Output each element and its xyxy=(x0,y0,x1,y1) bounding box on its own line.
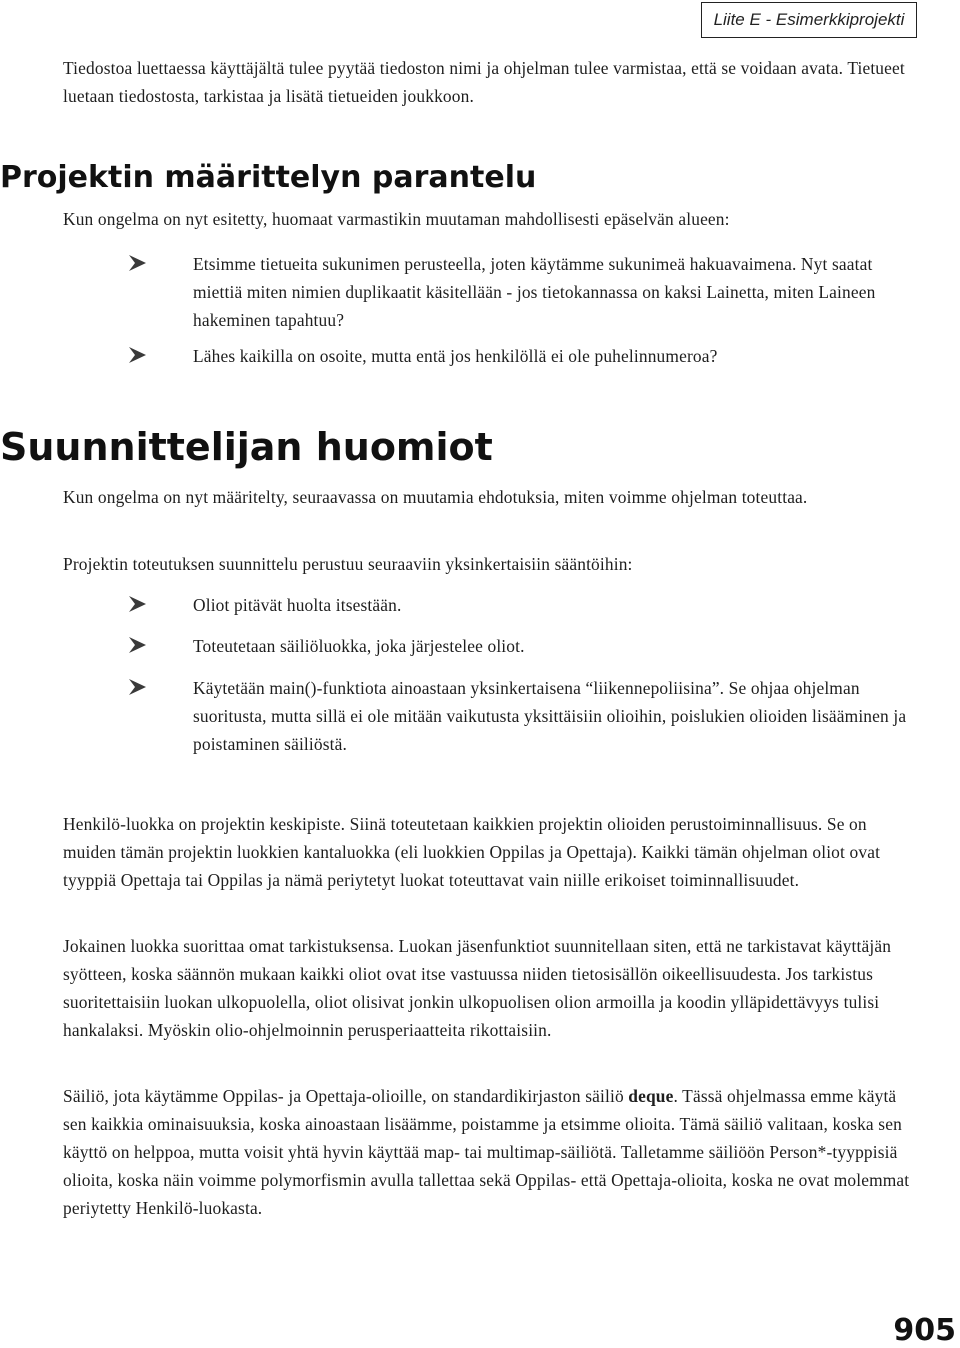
bullet-text: Toteutetaan säiliöluokka, joka järjestelee oliot. xyxy=(193,636,525,656)
section1-intro: Kun ongelma on nyt esitetty, huomaat varmastikin muutaman mahdollisesti epäselvän alueen: xyxy=(63,209,730,229)
bullet-item xyxy=(126,591,921,619)
paragraph-tarkistukset: Jokainen luokka suorittaa omat tarkistuksensa. Luokan jäsenfunktiot suunnitellaan siten, että ne tarkistavat käyttäjän syötteen, koska säännön mukaan kaikki oliot ovat itse vastuussa niiden tietosisällön oikeellisuudesta. Jos tarkistus suoritettaisiin luokan ulkopuolella, oliot olisivat jonkin ulkopuolisen olion armoilla ja koodin ylläpidettävyys tulisi hankalaksi. Myöskin olio-ohjelmoinnin perusperiaatteita rikottaisiin. xyxy=(63,936,892,1040)
page-number: 905 xyxy=(893,1313,956,1348)
paragraph-sailio-part1: Säiliö, jota käytämme Oppilas- ja Opettaja-olioille, on standardikirjaston säiliö xyxy=(63,1086,629,1106)
section2-intro: Kun ongelma on nyt määritelty, seuraavassa on muutamia ehdotuksia, miten voimme ohjelman toteuttaa. xyxy=(63,487,808,507)
arrow-bullet-icon xyxy=(126,252,156,274)
rules-intro: Projektin toteutuksen suunnittelu perustuu seuraaviin yksinkertaisiin sääntöihin: xyxy=(63,554,633,574)
bullet-item xyxy=(126,674,921,758)
bullet-text: Etsimme tietueita sukunimen perusteella, joten käytämme sukunimeä hakuavaimena. Nyt saatat miettiä miten nimien duplikaatit käsitellään - jos tietokannassa on kaksi Lainetta, miten Laineen hakeminen tapahtuu? xyxy=(193,254,876,330)
paragraph-sailio-part2: . Tässä ohjelmassa emme käytä sen kaikkia ominaisuuksia, koska ainoastaan lisäämme, poistamme ja etsimme olioita. Tämä säiliö valitaan, koska sen käyttö on helppoa, mutta voisit yhtä hyvin käyttää map- tai multimap-säiliötä. Talletamme säiliöön Person*-tyyppisiä olioita, koska näin voimme polymorfismin avulla tallettaa sekä Oppilas- että Opettaja-olioita, koska ne ovat molemmat periytetty Henkilö-luokasta. xyxy=(63,1086,910,1218)
arrow-bullet-icon xyxy=(126,344,156,366)
section-heading-suunnittelijan: Suunnittelijan huomiot xyxy=(0,425,493,469)
paragraph-henkilo: Henkilö-luokka on projektin keskipiste. Siinä toteutetaan kaikkien projektin olioiden perustoiminnallisuus. Se on muiden tämän projektin luokkien kantaluokka (eli luokkien Oppilas ja Opettaja). Kaikki tämän ohjelman oliot ovat tyyppiä Opettaja tai Oppilas ja nämä periytetyt luokat toteuttavat vain niille erikoiset toiminnallisuudet. xyxy=(63,814,881,890)
arrow-bullet-icon xyxy=(126,634,156,656)
bullet-item xyxy=(126,632,921,660)
bullet-text: Lähes kaikilla on osoite, mutta entä jos henkilöllä ei ole puhelinnumeroa? xyxy=(193,346,718,366)
bullet-item xyxy=(126,250,921,334)
code-deque: deque xyxy=(628,1086,674,1106)
intro-paragraph: Tiedostoa luettaessa käyttäjältä tulee pyytää tiedoston nimi ja ohjelman tulee varmistaa, että se voidaan avata. Tietueet luetaan tiedostosta, tarkistaa ja lisätä tietueiden joukkoon. xyxy=(63,58,905,106)
paragraph-sailio xyxy=(63,1082,923,1222)
arrow-bullet-icon xyxy=(126,676,156,698)
bullet-text: Käytetään main()-funktiota ainoastaan yksinkertaisena “liikennepoliisina”. Se ohjaa ohjelman suoritusta, mutta sillä ei ole mitään vaikutusta yksittäisiin olioihin, poislukien olioiden lisääminen ja poistaminen säiliöstä. xyxy=(193,678,907,754)
bullet-text: Oliot pitävät huolta itsestään. xyxy=(193,595,402,615)
running-header: Liite E - Esimerkkiprojekti xyxy=(701,2,917,38)
bullet-item xyxy=(126,342,921,370)
section-heading-projektin: Projektin määrittelyn parantelu xyxy=(0,160,537,195)
arrow-bullet-icon xyxy=(126,593,156,615)
